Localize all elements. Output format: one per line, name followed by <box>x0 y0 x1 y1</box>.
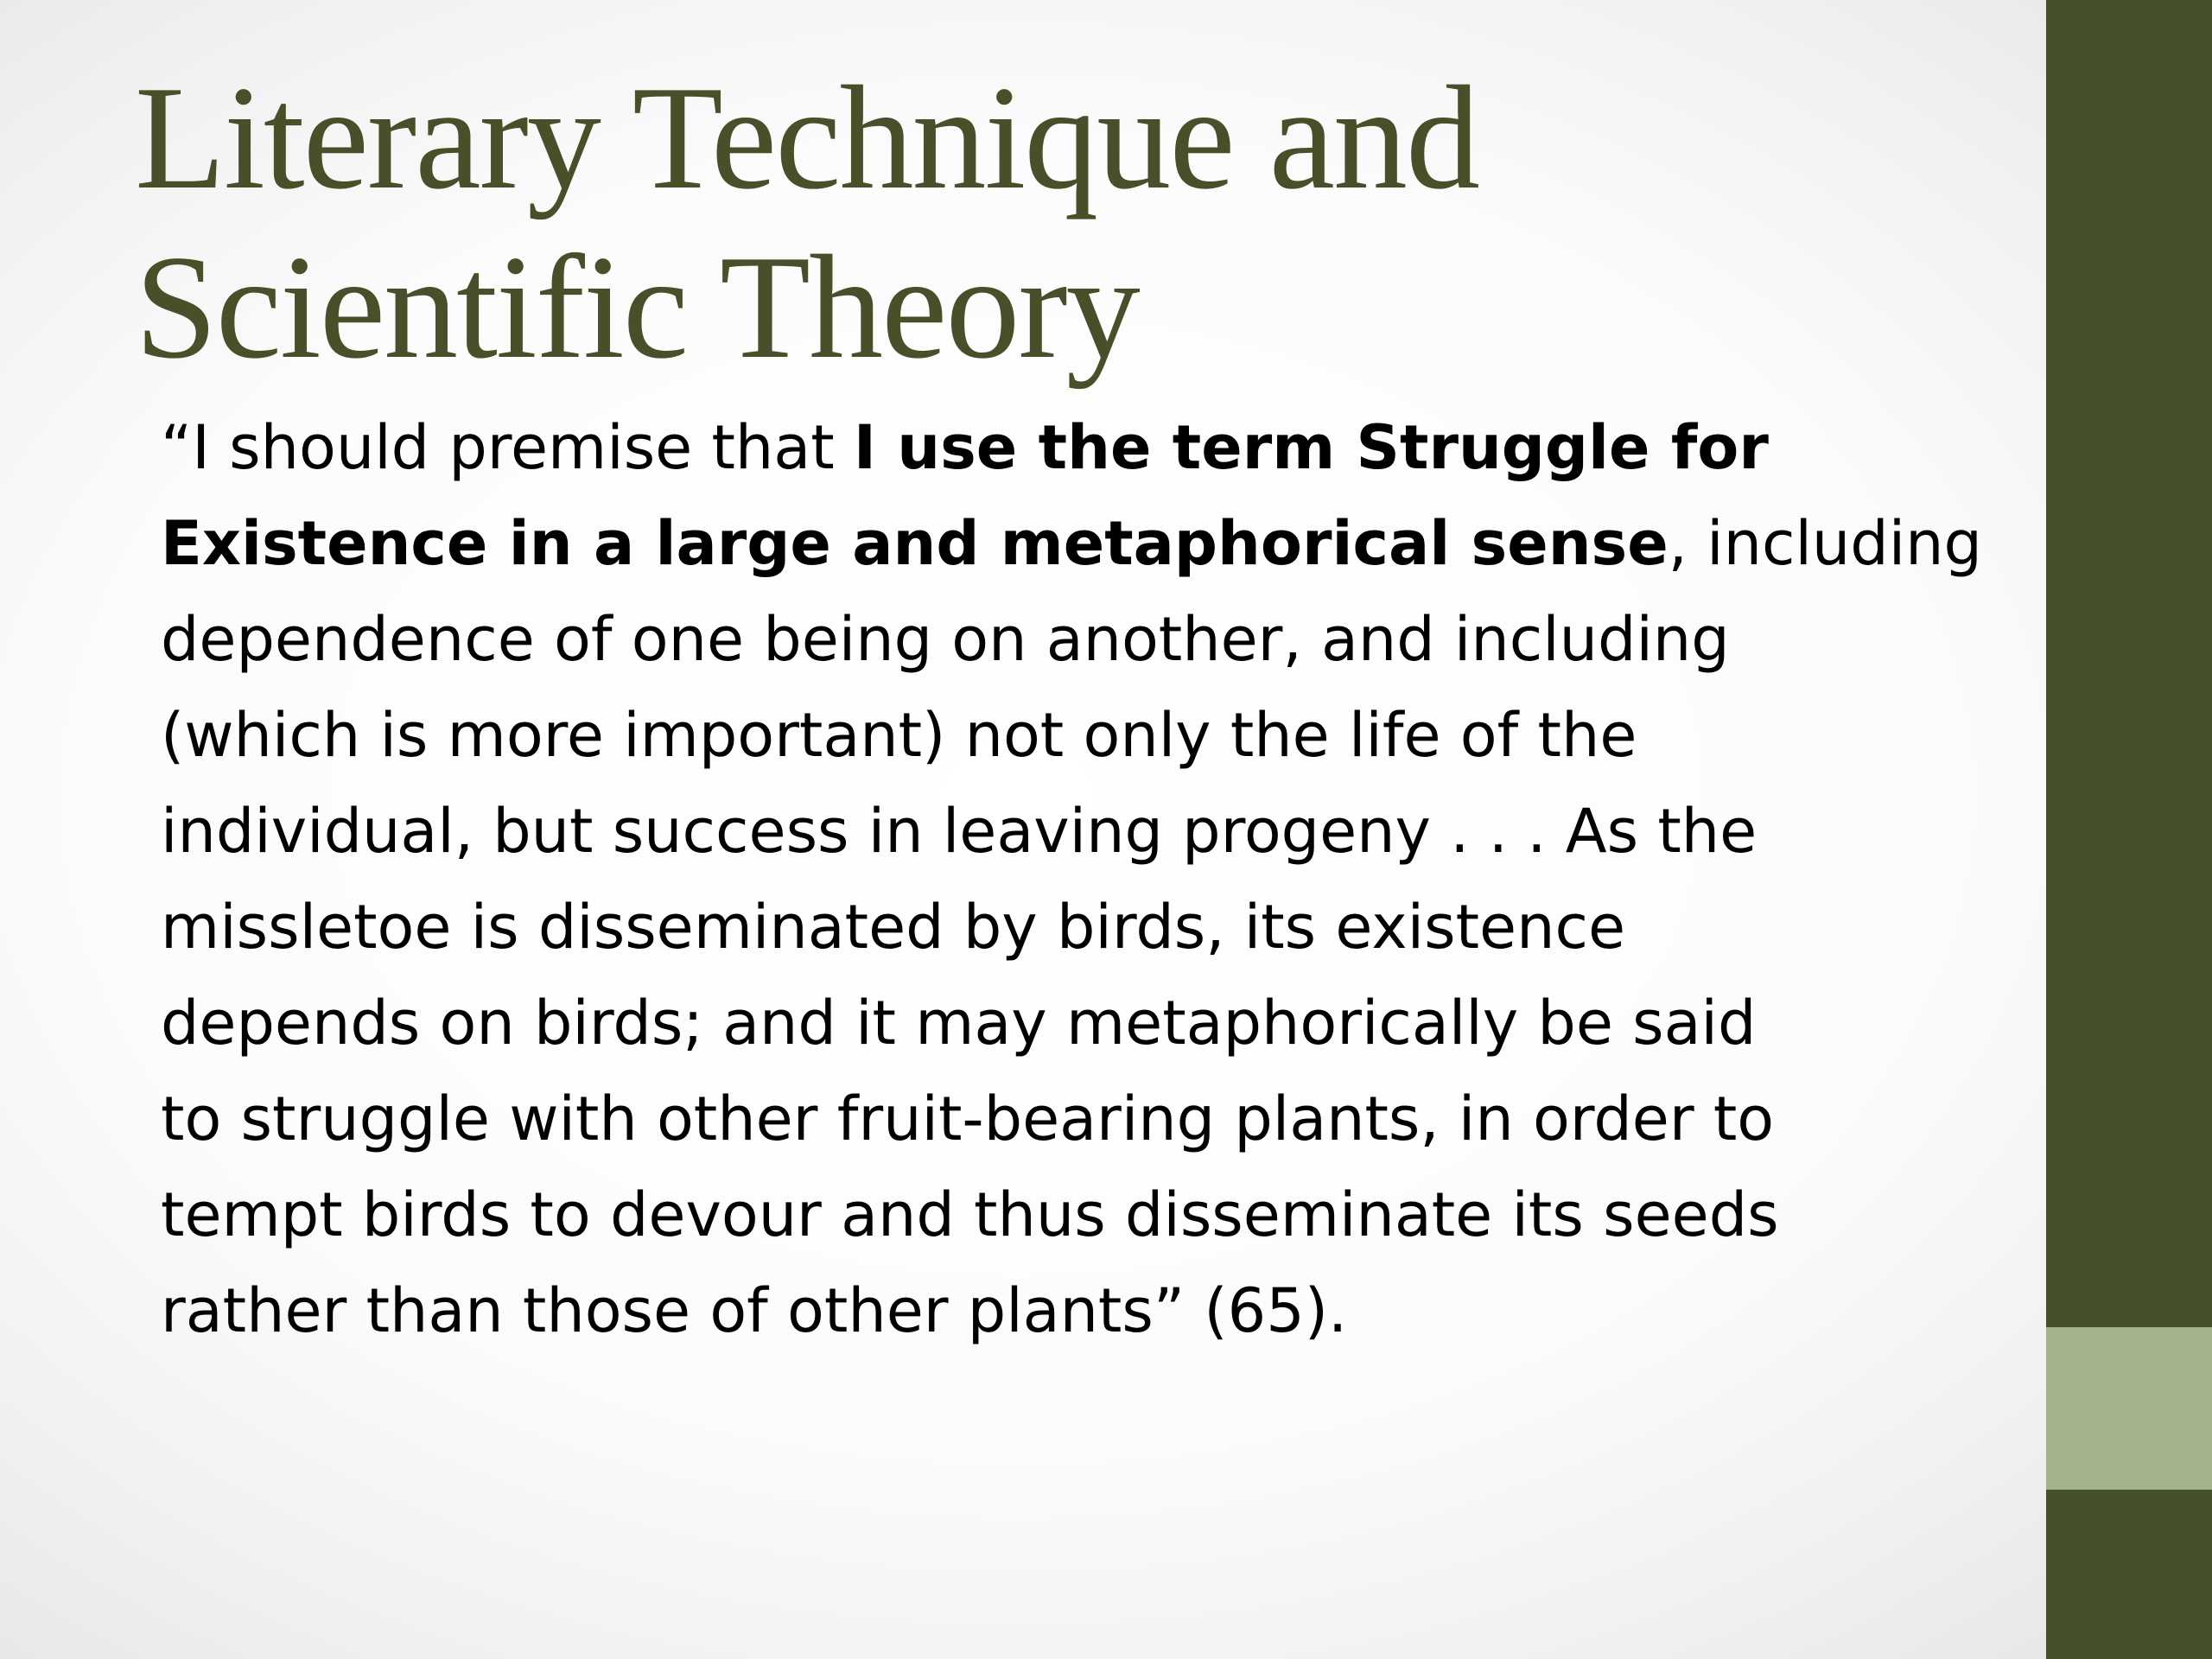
quote-text: to struggle with other fruit-bearing plants, in order to <box>161 1084 1775 1154</box>
quote-line <box>161 880 2018 976</box>
quote-line <box>161 976 2018 1071</box>
quote-text: dependence of one being on another, and including <box>161 604 1730 675</box>
quote-text: tempt birds to devour and thus disseminate its seeds <box>161 1179 1779 1250</box>
side-decoration-accent <box>2046 1327 2212 1490</box>
quote-body <box>161 400 2018 1359</box>
quote-text: (which is more important) not only the life of the <box>161 700 1637 771</box>
quote-line <box>161 400 2018 496</box>
quote-line <box>161 1071 2018 1167</box>
quote-emphasis: I use the term Struggle for <box>853 412 1769 483</box>
quote-line <box>161 688 2018 784</box>
quote-text: rather than those of other plants” (65). <box>161 1275 1348 1346</box>
quote-text: depends on birds; and it may metaphorically be said <box>161 988 1757 1058</box>
slide-title-line-2: Scientific Theory <box>135 226 1139 390</box>
quote-text: individual, but success in leaving progeny . . . As the <box>161 796 1758 867</box>
quote-text: “I should premise that <box>161 412 854 483</box>
quote-line <box>161 496 2018 592</box>
quote-text: , including <box>1668 508 1982 579</box>
quote-line <box>161 784 2018 880</box>
quote-text: missletoe is disseminated by birds, its existence <box>161 892 1626 963</box>
quote-line <box>161 1167 2018 1263</box>
quote-line <box>161 592 2018 688</box>
quote-emphasis: Existence in a large and metaphorical sense <box>161 508 1669 579</box>
quote-line <box>161 1263 2018 1359</box>
slide-title <box>135 54 1906 392</box>
slide-title-line-1: Literary Technique and <box>135 56 1478 220</box>
